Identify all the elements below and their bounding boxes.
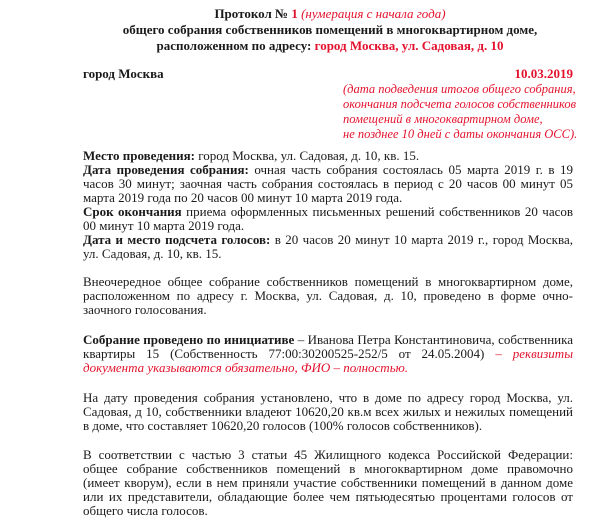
quorum-text: В соответствии с частью 3 статьи 45 Жилищного кодекса Российской Федерации: общее собрание собственников помещений в многоквартирном доме правомочно (имеет кворум), если в нем приняли участие собственники помещений в данном доме или их представители, обладающие более чем пятьюдесятью процентами голосов от общего числа голосов. [83,447,573,518]
document-title [60,6,600,54]
protocol-date: 10.03.2019 [514,66,573,81]
initiative-value: – Иванова Петра Константиновича, собственника квартиры 15 (Собственность 77:00:30200525-252/5 от 24.05.2004) [83,332,573,361]
place-value: город Москва, ул. Садовая, д. 10, кв. 15. [194,148,420,163]
city: город Москва [83,66,164,81]
date-note-line: помещений в многоквартирном доме, [343,112,543,126]
date-note-line: (дата подведения итогов общего собрания, [343,82,576,96]
initiative-label: Собрание проведено по инициативе [83,332,295,347]
paragraph-form-text: Внеочередное общее собрание собственников помещений в многоквартирном доме, расположенном по адресу г. Москва, ул. Садовая, д. 10, проведено в форме очно-заочного голосования. [83,274,573,317]
meeting-date-value: очная часть собрания состоялась 05 марта 2019 г. в 19 часов 30 минут; заочная часть собрания состоялась в период с 20 часов 00 минут 05 марта 2019 года по 20 часов 00 минут 10 марта 2019 года. [83,162,573,205]
meeting-date-row [83,163,573,205]
city-date-line [83,66,573,82]
date-note [343,82,583,142]
address-prefix: расположенном по адресу: [156,38,315,53]
paragraph-ownership [83,391,573,433]
count-label: Дата и место подсчета голосов: [83,232,271,247]
paragraph-initiative [83,333,573,375]
protocol-label: Протокол № [214,6,292,21]
count-value: в 20 часов 20 минут 10 марта 2019 г., город Москва, ул. Садовая, д. 10, кв. 15. [83,232,573,261]
title-line-2: общего собрания собственников помещений в многоквартирном доме, [122,22,538,37]
title-line-3 [60,38,600,54]
initiative-note: – реквизиты документа указываются обязательно, ФИО – полностью. [83,346,573,375]
deadline-row [83,205,573,233]
protocol-note: (нумерация с начала года) [297,6,446,21]
ownership-text: На дату проведения собрания установлено, что в доме по адресу город Москва, ул. Садовая, д 10, собственники владеют 10620,20 кв.м всех жилых и нежилых помещений в доме, что составляет 10620,20 голосов (100% голосов собственников). [83,390,573,433]
place-row [83,149,573,163]
deadline-value: приема оформленных письменных решений собственников 20 часов 00 минут 10 марта 2019 года. [83,204,574,233]
paragraph-quorum [83,448,573,518]
paragraph-form [83,275,573,317]
address-value: город Москва, ул. Садовая, д. 10 [314,38,504,53]
meeting-date-label: Дата проведения собрания: [83,162,249,177]
protocol-number: 1 [291,6,298,21]
deadline-label: Срок окончания [83,204,182,219]
meeting-details [83,149,573,261]
date-note-line: не позднее 10 дней с даты окончания ОСС). [343,127,578,141]
place-label: Место проведения: [83,148,195,163]
title-line-1 [60,6,600,22]
initiative-text [83,333,573,375]
date-note-line: окончания подсчета голосов собственников [343,97,577,111]
count-row [83,233,573,261]
